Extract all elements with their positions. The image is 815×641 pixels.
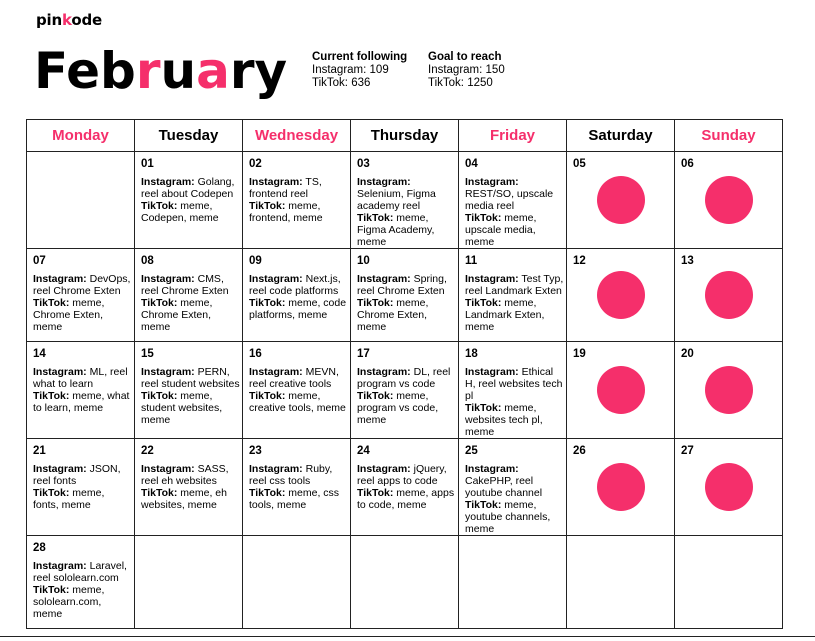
day-number: 09 <box>249 255 262 267</box>
tiktok-label: TikTok: <box>357 297 394 309</box>
weekend-dot <box>705 366 753 414</box>
goal-to-reach <box>428 51 505 90</box>
instagram-plan: DevOps, reel Chrome Exten <box>33 273 131 297</box>
instagram-label: Instagram: <box>357 366 411 378</box>
instagram-plan: SASS, reel eh websites <box>141 463 229 487</box>
day-number: 27 <box>681 445 694 457</box>
day-content <box>465 463 564 535</box>
tiktok-plan: meme, upscale media, meme <box>465 212 537 248</box>
day-number: 28 <box>33 542 46 554</box>
instagram-label: Instagram: <box>33 366 87 378</box>
day-number: 16 <box>249 348 262 360</box>
day-cell <box>675 342 783 439</box>
instagram-label: Instagram: <box>33 463 87 475</box>
day-cell <box>27 536 135 629</box>
weekday-header: Friday <box>459 120 567 152</box>
tiktok-label: TikTok: <box>141 200 178 212</box>
tiktok-plan: meme, eh websites, meme <box>141 487 227 511</box>
day-number: 20 <box>681 348 694 360</box>
tiktok-plan: meme, program vs code, meme <box>357 390 439 426</box>
tiktok-label: TikTok: <box>33 297 70 309</box>
instagram-label: Instagram: <box>33 273 87 285</box>
tiktok-label: TikTok: <box>141 297 178 309</box>
day-cell <box>351 152 459 249</box>
week-row <box>27 536 783 629</box>
instagram-plan: Spring, reel Chrome Exten <box>357 273 447 297</box>
tiktok-plan: meme, css tools, meme <box>249 487 340 511</box>
current-tiktok: TikTok: 636 <box>312 77 371 89</box>
title-part: Feb <box>34 42 136 100</box>
empty-day-cell <box>27 152 135 249</box>
brand-logo <box>36 11 102 29</box>
instagram-plan: ML, reel what to learn <box>33 366 128 390</box>
tiktok-label: TikTok: <box>33 487 70 499</box>
day-cell <box>27 342 135 439</box>
instagram-label: Instagram: <box>357 463 411 475</box>
weekend-dot <box>597 271 645 319</box>
day-number: 26 <box>573 445 586 457</box>
weekend-dot <box>597 463 645 511</box>
instagram-plan: DL, reel program vs code <box>357 366 451 390</box>
tiktok-plan: meme, what to learn, meme <box>33 390 130 414</box>
day-number: 02 <box>249 158 262 170</box>
day-content <box>33 560 132 620</box>
day-cell <box>567 342 675 439</box>
day-content <box>357 176 456 248</box>
instagram-label: Instagram: <box>465 273 519 285</box>
day-number: 06 <box>681 158 694 170</box>
instagram-plan: jQuery, reel apps to code <box>357 463 447 487</box>
tiktok-label: TikTok: <box>141 487 178 499</box>
weekday-header: Sunday <box>675 120 783 152</box>
tiktok-label: TikTok: <box>357 487 394 499</box>
weekday-header: Tuesday <box>135 120 243 152</box>
tiktok-label: TikTok: <box>357 390 394 402</box>
week-row <box>27 152 783 249</box>
weekend-dot <box>597 176 645 224</box>
day-cell <box>675 249 783 342</box>
tiktok-label: TikTok: <box>357 212 394 224</box>
day-cell <box>675 439 783 536</box>
tiktok-label: TikTok: <box>249 390 286 402</box>
day-number: 18 <box>465 348 478 360</box>
goal-tiktok: TikTok: 1250 <box>428 77 493 89</box>
tiktok-plan: meme, Chrome Exten, meme <box>141 297 213 333</box>
day-number: 17 <box>357 348 370 360</box>
brand-text: pin <box>36 11 62 29</box>
tiktok-label: TikTok: <box>141 390 178 402</box>
day-cell <box>567 249 675 342</box>
tiktok-plan: meme, Figma Academy, meme <box>357 212 435 248</box>
tiktok-plan: meme, creative tools, meme <box>249 390 346 414</box>
instagram-label: Instagram: <box>141 176 195 188</box>
brand-text: ode <box>71 11 102 29</box>
day-number: 13 <box>681 255 694 267</box>
day-number: 05 <box>573 158 586 170</box>
current-instagram: Instagram: 109 <box>312 64 389 76</box>
day-number: 11 <box>465 255 478 267</box>
tiktok-plan: meme, student websites, meme <box>141 390 223 426</box>
weekend-dot <box>705 176 753 224</box>
day-number: 19 <box>573 348 586 360</box>
day-cell <box>567 152 675 249</box>
instagram-plan: MEVN, reel creative tools <box>249 366 339 390</box>
week-row <box>27 439 783 536</box>
day-cell <box>135 342 243 439</box>
tiktok-label: TikTok: <box>465 402 502 414</box>
day-content <box>141 463 240 511</box>
instagram-plan: Laravel, reel sololearn.com <box>33 560 127 584</box>
tiktok-label: TikTok: <box>33 390 70 402</box>
tiktok-label: TikTok: <box>465 212 502 224</box>
tiktok-label: TikTok: <box>249 200 286 212</box>
tiktok-plan: meme, apps to code, meme <box>357 487 455 511</box>
day-number: 12 <box>573 255 586 267</box>
instagram-label: Instagram: <box>357 273 411 285</box>
instagram-label: Instagram: <box>249 273 303 285</box>
tiktok-plan: meme, Chrome Exten, meme <box>33 297 105 333</box>
weekday-header: Wednesday <box>243 120 351 152</box>
instagram-plan: Selenium, Figma academy reel <box>357 188 436 212</box>
instagram-label: Instagram: <box>249 366 303 378</box>
day-content <box>249 463 348 511</box>
day-number: 14 <box>33 348 46 360</box>
day-cell <box>351 249 459 342</box>
instagram-plan: JSON, reel fonts <box>33 463 121 487</box>
goal-heading: Goal to reach <box>428 51 502 63</box>
instagram-plan: Test Typ, reel Landmark Exten <box>465 273 564 297</box>
day-number: 10 <box>357 255 370 267</box>
day-cell <box>27 439 135 536</box>
day-cell <box>135 249 243 342</box>
instagram-plan: Ethical H, reel websites tech pl <box>465 366 563 402</box>
title-part: u <box>160 42 197 100</box>
empty-day-cell <box>567 536 675 629</box>
weekday-header: Thursday <box>351 120 459 152</box>
instagram-plan: Ruby, reel css tools <box>249 463 333 487</box>
week-row <box>27 249 783 342</box>
day-cell <box>243 439 351 536</box>
day-content <box>141 366 240 426</box>
weekend-dot <box>705 271 753 319</box>
title-part: ry <box>229 42 288 100</box>
tiktok-plan: meme, code platforms, meme <box>249 297 347 321</box>
week-row <box>27 342 783 439</box>
day-cell <box>135 439 243 536</box>
instagram-label: Instagram: <box>141 366 195 378</box>
day-content <box>249 176 348 224</box>
tiktok-plan: meme, frontend, meme <box>249 200 323 224</box>
instagram-label: Instagram: <box>465 176 519 188</box>
day-cell <box>27 249 135 342</box>
weekday-header: Saturday <box>567 120 675 152</box>
tiktok-plan: meme, Codepen, meme <box>141 200 219 224</box>
day-number: 24 <box>357 445 370 457</box>
day-cell <box>243 342 351 439</box>
day-content <box>33 463 132 511</box>
instagram-label: Instagram: <box>357 176 411 188</box>
brand-accent: k <box>61 11 72 29</box>
tiktok-plan: meme, sololearn.com, meme <box>33 584 105 620</box>
day-content <box>357 273 456 333</box>
day-cell <box>243 249 351 342</box>
instagram-plan: CakePHP, reel youtube channel <box>465 475 543 499</box>
day-content <box>465 273 564 333</box>
empty-day-cell <box>675 536 783 629</box>
instagram-label: Instagram: <box>249 463 303 475</box>
day-content <box>357 463 456 511</box>
day-content <box>249 366 348 414</box>
day-number: 07 <box>33 255 46 267</box>
instagram-label: Instagram: <box>249 176 303 188</box>
month-title <box>34 36 287 106</box>
tiktok-label: TikTok: <box>249 487 286 499</box>
current-heading: Current following <box>312 51 408 63</box>
day-content <box>357 366 456 426</box>
goal-instagram: Instagram: 150 <box>428 64 505 76</box>
instagram-plan: Next.js, reel code platforms <box>249 273 341 297</box>
empty-day-cell <box>243 536 351 629</box>
day-cell <box>567 439 675 536</box>
day-cell <box>351 342 459 439</box>
day-number: 04 <box>465 158 478 170</box>
day-cell <box>459 249 567 342</box>
weekday-header-row <box>27 120 783 152</box>
day-cell <box>243 152 351 249</box>
title-part: a <box>196 42 230 100</box>
tiktok-plan: meme, youtube channels, meme <box>465 499 551 535</box>
instagram-label: Instagram: <box>33 560 87 572</box>
weekend-dot <box>705 463 753 511</box>
day-content <box>465 176 564 248</box>
empty-day-cell <box>135 536 243 629</box>
weekday-header: Monday <box>27 120 135 152</box>
day-number: 15 <box>141 348 154 360</box>
tiktok-label: TikTok: <box>465 499 502 511</box>
day-cell <box>675 152 783 249</box>
instagram-label: Instagram: <box>465 366 519 378</box>
day-number: 23 <box>249 445 262 457</box>
tiktok-label: TikTok: <box>465 297 502 309</box>
instagram-label: Instagram: <box>141 273 195 285</box>
day-cell <box>459 342 567 439</box>
day-content <box>141 176 240 224</box>
weekend-dot <box>597 366 645 414</box>
instagram-label: Instagram: <box>465 463 519 475</box>
tiktok-plan: meme, Chrome Exten, meme <box>357 297 429 333</box>
title-part: r <box>135 42 161 100</box>
tiktok-label: TikTok: <box>249 297 286 309</box>
day-cell <box>351 439 459 536</box>
day-content <box>33 273 132 333</box>
day-number: 25 <box>465 445 478 457</box>
divider <box>0 636 815 637</box>
day-number: 08 <box>141 255 154 267</box>
tiktok-plan: meme, websites tech pl, meme <box>465 402 543 438</box>
calendar-grid <box>26 119 783 629</box>
day-cell <box>459 439 567 536</box>
instagram-plan: REST/SO, upscale media reel <box>465 188 554 212</box>
tiktok-label: TikTok: <box>33 584 70 596</box>
empty-day-cell <box>351 536 459 629</box>
day-content <box>141 273 240 333</box>
day-content <box>249 273 348 321</box>
instagram-plan: Golang, reel about Codepen <box>141 176 235 200</box>
tiktok-plan: meme, fonts, meme <box>33 487 105 511</box>
day-content <box>465 366 564 438</box>
instagram-plan: PERN, reel student websites <box>141 366 240 390</box>
day-number: 22 <box>141 445 154 457</box>
day-content <box>33 366 132 414</box>
day-number: 01 <box>141 158 154 170</box>
empty-day-cell <box>459 536 567 629</box>
day-cell <box>135 152 243 249</box>
instagram-plan: TS, frontend reel <box>249 176 322 200</box>
instagram-label: Instagram: <box>141 463 195 475</box>
tiktok-plan: meme, Landmark Exten, meme <box>465 297 545 333</box>
day-cell <box>459 152 567 249</box>
day-number: 21 <box>33 445 46 457</box>
instagram-plan: CMS, reel Chrome Exten <box>141 273 229 297</box>
current-following <box>312 51 407 90</box>
day-number: 03 <box>357 158 370 170</box>
